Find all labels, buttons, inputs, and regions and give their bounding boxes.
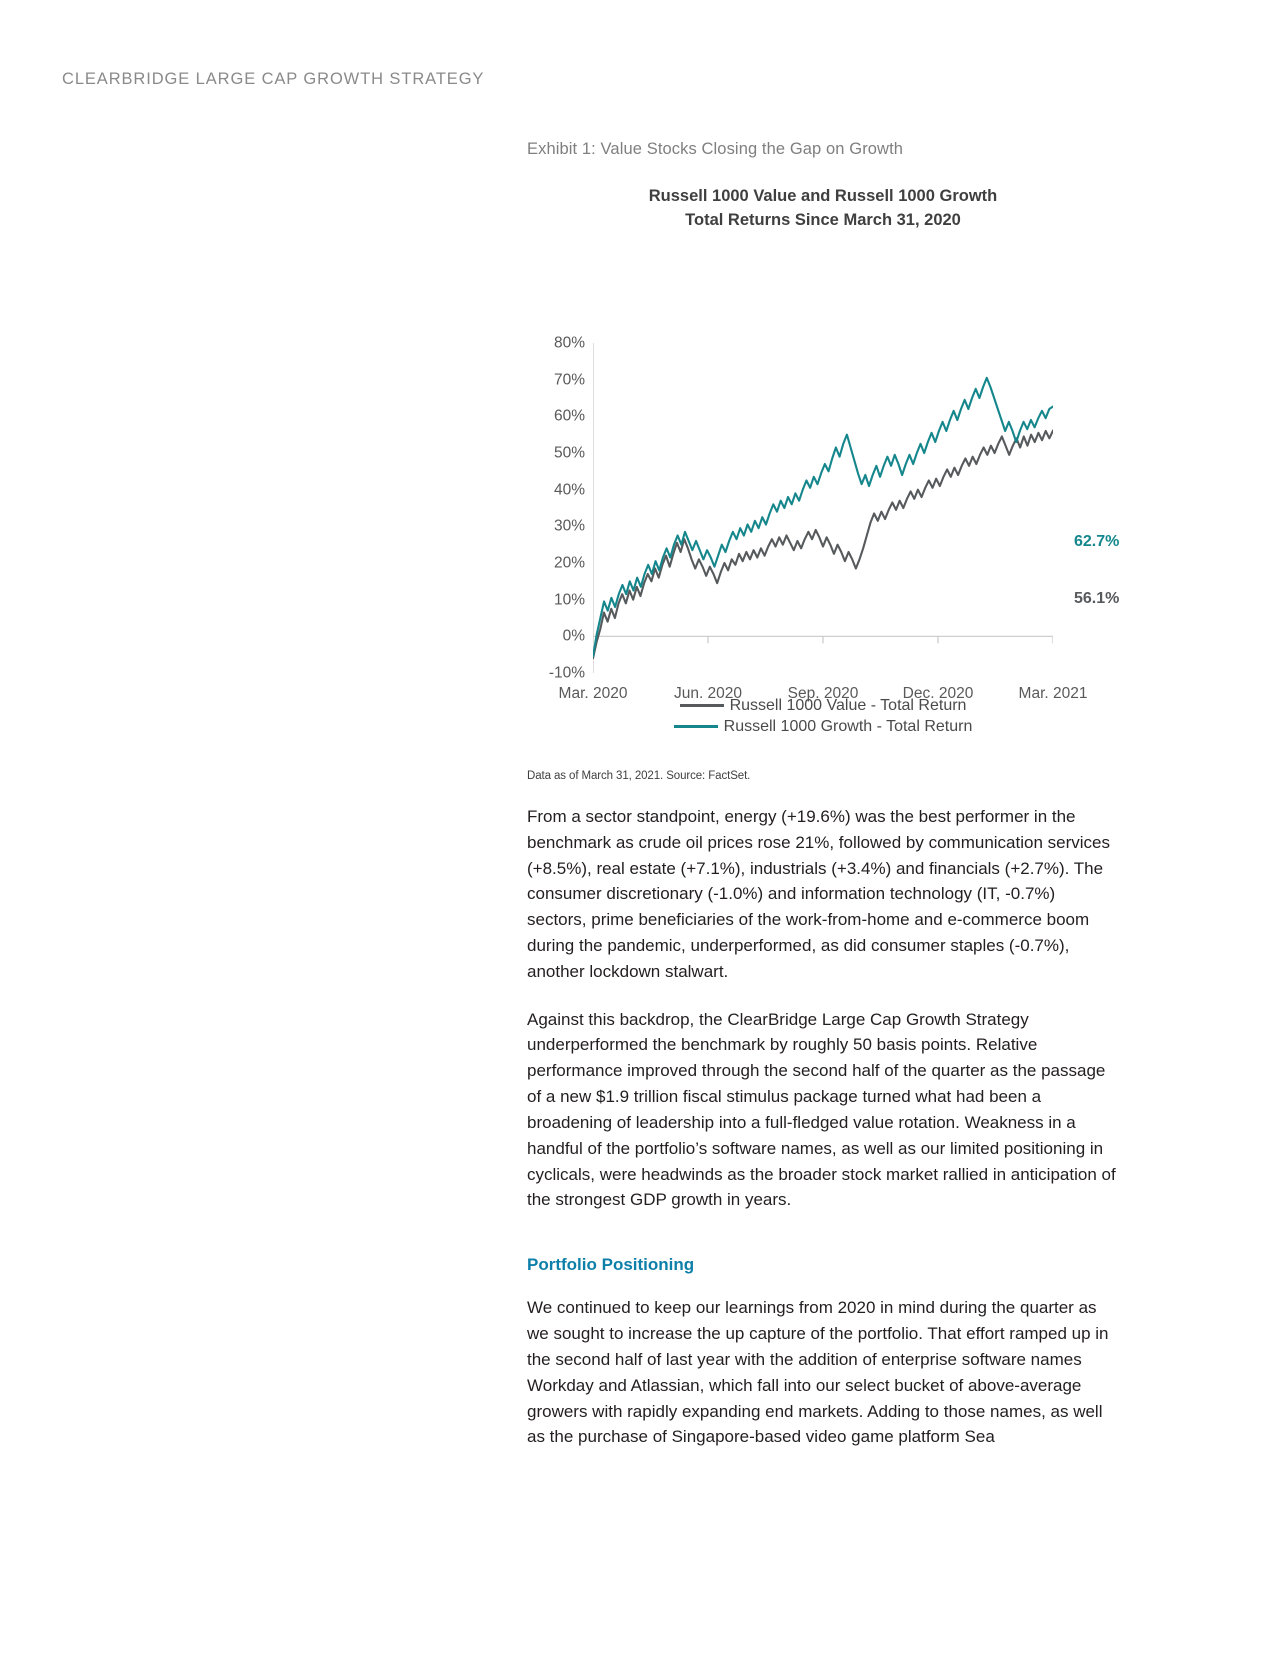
chart-title xyxy=(527,185,1119,233)
y-tick-label: -10% xyxy=(548,664,585,682)
y-tick-label: 60% xyxy=(553,407,585,425)
y-tick-label: 70% xyxy=(553,370,585,388)
chart-title-line-1: Russell 1000 Value and Russell 1000 Growth xyxy=(648,187,998,205)
value-end-value-label: 56.1% xyxy=(1074,589,1120,607)
exhibit-caption: Exhibit 1: Value Stocks Closing the Gap on Growth xyxy=(527,140,904,158)
legend-label-growth: Russell 1000 Growth - Total Return xyxy=(723,717,973,735)
y-tick-label: 20% xyxy=(553,554,585,572)
body-paragraph: Against this backdrop, the ClearBridge Large Cap Growth Strategy underperformed the benchmark by roughly 50 basis points. Relative performance improved through the second half of the quarter as the passage of a new $1.9 trillion fiscal stimulus package turned what had been a broadening of leadership into a full-fledged value rotation. Weakness in a handful of the portfolio’s software names, as well as our limited positioning in cyclicals, were headwinds as the broader stock market rallied in anticipation of the strongest GDP growth in years. xyxy=(527,1009,1116,1210)
y-tick-label: 30% xyxy=(553,517,585,535)
x-tick-label: Mar. 2020 xyxy=(558,684,628,702)
section-heading-portfolio-positioning: Portfolio Positioning xyxy=(527,1255,695,1275)
x-axis-tick-labels xyxy=(558,684,1107,709)
growth-end-value-label: 62.7% xyxy=(1074,532,1120,550)
x-tick-label: Dec. 2020 xyxy=(902,684,974,702)
line-chart-svg xyxy=(593,343,1053,673)
body-paragraph: We continued to keep our learnings from 2020 in mind during the quarter as we sought to increase the up capture of the portfolio. That effort ramped up in the second half of last year with the addition of enterprise software names Workday and Atlassian, which fall into our select bucket of above-average growers with rapidly expanding end markets. Adding to those names, as well as the purchase of Singapore-based video game platform Sea xyxy=(527,1298,1109,1447)
chart-title-line-2: Total Returns Since March 31, 2020 xyxy=(685,210,961,229)
exhibit-1-chart xyxy=(527,185,1119,736)
legend-swatch-growth-line xyxy=(674,725,718,728)
legend-label-value: Russell 1000 Value - Total Return xyxy=(729,696,967,714)
x-tick-label: Jun. 2020 xyxy=(673,684,743,702)
y-tick-label: 0% xyxy=(562,627,585,645)
series-line xyxy=(593,430,1053,658)
x-tick-label: Mar. 2021 xyxy=(1018,684,1088,702)
running-header-title: CLEARBRIDGE LARGE CAP GROWTH STRATEGY xyxy=(62,70,485,88)
y-tick-label: 10% xyxy=(553,590,585,608)
series-line xyxy=(593,378,1053,657)
y-axis-tick-labels xyxy=(527,334,585,682)
x-tick-label: Sep. 2020 xyxy=(787,684,859,702)
body-paragraph: From a sector standpoint, energy (+19.6%) was the best performer in the benchmark as crude oil prices rose 21%, followed by communication services (+8.5%), real estate (+7.1%), industrials (+3.4%) and financials (+2.7%). The consumer discretionary (-1.0%) and information technology (IT, -0.7%) sectors, prime beneficiaries of the work-from-home and e-commerce boom during the pandemic, underperformed, as did consumer staples (-0.7%), another lockdown stalwart. xyxy=(527,806,1110,981)
y-tick-label: 80% xyxy=(553,334,585,352)
content-column xyxy=(527,140,1119,1450)
legend-item-growth xyxy=(674,718,973,736)
y-tick-label: 50% xyxy=(553,444,585,462)
chart-source-note: Data as of March 31, 2021. Source: FactSet. xyxy=(527,769,751,782)
y-tick-label: 40% xyxy=(553,480,585,498)
plot-area xyxy=(593,343,1053,673)
plot-wrapper xyxy=(527,245,1120,702)
